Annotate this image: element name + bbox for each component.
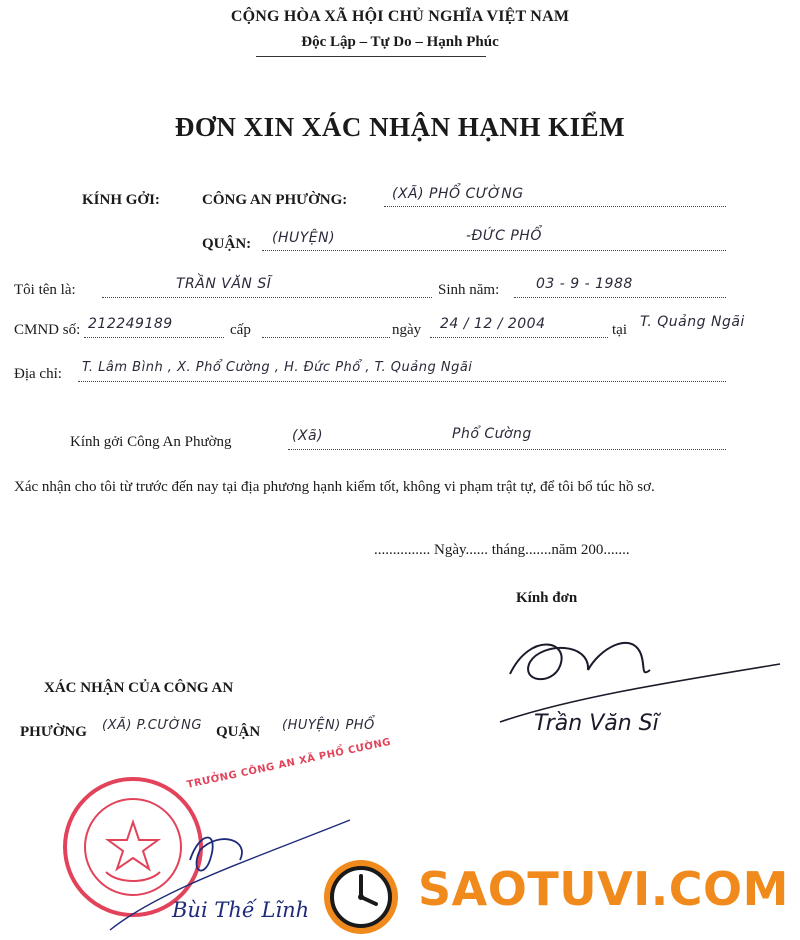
address-label: Địa chỉ: <box>14 366 62 382</box>
motto-underline <box>256 56 486 57</box>
police-title: XÁC NHẬN CỦA CÔNG AN <box>44 680 234 696</box>
id-fill-line <box>84 337 224 338</box>
id-label: CMND số: <box>14 322 81 338</box>
ward-label: CÔNG AN PHƯỜNG: <box>202 192 348 208</box>
addressee-value-b: Phổ Cường <box>452 426 532 442</box>
place-value: T. Quảng Ngãi <box>640 314 745 330</box>
country-heading: CỘNG HÒA XÃ HỘI CHỦ NGHĨA VIỆT NAM <box>230 8 570 25</box>
id-value: 212249189 <box>88 316 173 332</box>
date-value: 24 / 12 / 2004 <box>440 316 546 332</box>
clock-logo-icon <box>322 858 400 936</box>
motto: Độc Lập – Tự Do – Hạnh Phúc <box>301 34 499 50</box>
district-fill-line <box>262 250 726 251</box>
police-ward-label: PHƯỜNG <box>20 724 87 740</box>
recipient-label: KÍNH GỞI: <box>82 192 160 208</box>
brand-watermark: SAOTUVI.COM <box>418 862 789 916</box>
issued-label: cấp <box>230 322 251 338</box>
ward-fill-line <box>384 206 726 207</box>
district-value-b: -ĐỨC PHỔ <box>466 228 542 244</box>
request-body: Xác nhận cho tôi từ trước đến nay tại địa phương hạnh kiểm tốt, không vi phạm trật tự, để tôi bổ túc hồ sơ. <box>14 479 655 495</box>
stamp-title: TRƯỞNG CÔNG AN XÃ PHỔ CƯỜNG <box>186 736 393 791</box>
birth-fill-line <box>514 297 726 298</box>
place-label: tại <box>612 322 627 338</box>
document-title: ĐƠN XIN XÁC NHẬN HẠNH KIỂM <box>174 112 626 142</box>
address-value: T. Lâm Bình , X. Phổ Cường , H. Đức Phổ , T. Quảng Ngãi <box>82 360 473 375</box>
district-value-a: (HUYỆN) <box>272 230 336 246</box>
issued-fill-line <box>262 337 390 338</box>
birth-label: Sinh năm: <box>438 282 500 298</box>
name-label: Tôi tên là: <box>14 282 76 298</box>
addressee-value-a: (Xã) <box>292 428 324 444</box>
officer-name: Bùi Thế Lĩnh <box>172 898 310 922</box>
applicant-signature-name: Trần Văn Sĩ <box>534 711 659 736</box>
addressee-fill-line <box>288 449 726 450</box>
applicant-signature <box>490 612 790 742</box>
address-fill-line <box>78 381 726 382</box>
addressee-label: Kính gởi Công An Phường <box>70 434 232 450</box>
date-fill-line <box>430 337 608 338</box>
date-line: ............... Ngày...... tháng.......năm 200....... <box>374 542 630 558</box>
police-ward-value: (XÃ) P.CƯỜNG <box>102 718 202 733</box>
birth-value: 03 - 9 - 1988 <box>536 276 633 292</box>
police-district-value: (HUYỆN) PHỔ <box>282 718 375 733</box>
police-district-label: QUẬN <box>216 724 261 740</box>
closing: Kính đơn <box>516 590 578 606</box>
name-value: TRẦN VĂN SĨ <box>176 276 272 292</box>
ward-value: (XÃ) PHỔ CƯỜNG <box>392 186 524 202</box>
name-fill-line <box>102 297 432 298</box>
district-label: QUẬN: <box>202 236 252 252</box>
date-label: ngày <box>392 322 422 338</box>
